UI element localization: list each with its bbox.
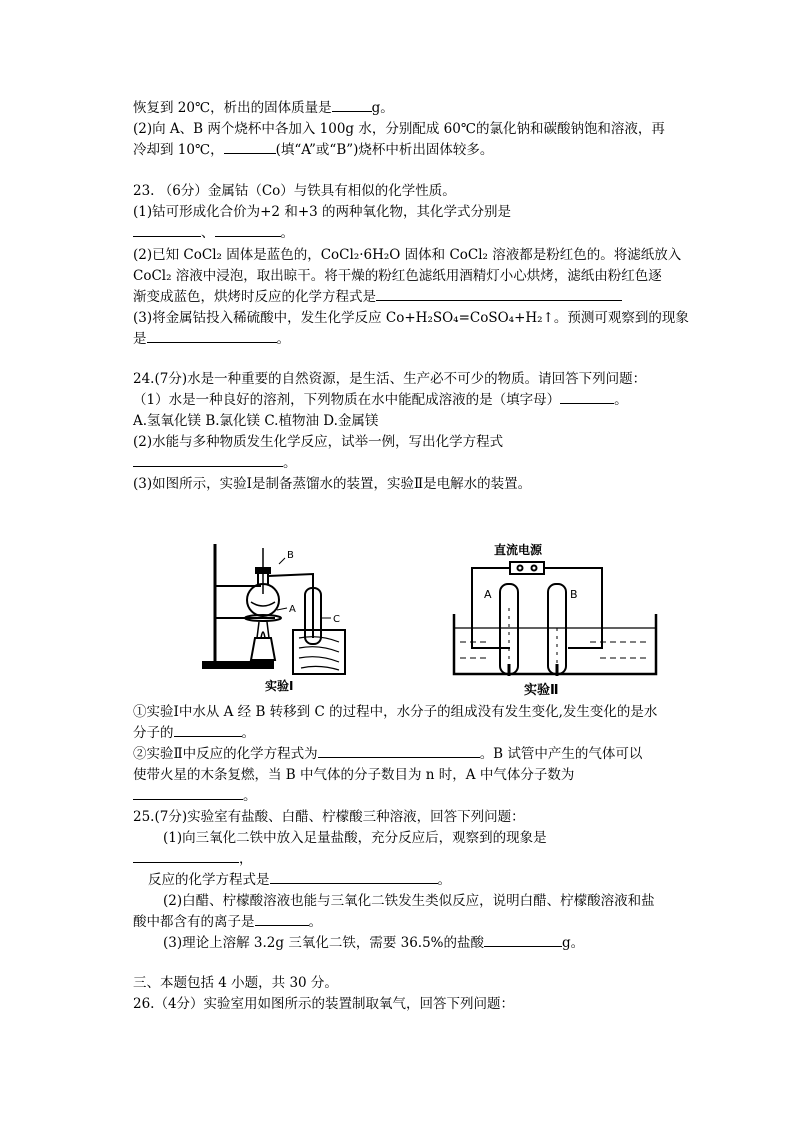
q23-p3-answer: 是 。 <box>133 331 290 347</box>
answer-blank[interactable] <box>174 723 242 737</box>
q25-p1: (1)向三氧化二铁中放入足量盐酸，充分反应后，观察到的现象是 <box>163 830 547 846</box>
q25-title: 25.(7分)实验室有盐酸、白醋、柠檬酸三种溶液，回答下列问题： <box>133 809 525 825</box>
q23-p2b: CoCl₂ 溶液中浸泡，取出晾干。将干燥的粉红色滤纸用酒精灯小心烘烤，滤纸由粉红色逐 <box>133 268 662 284</box>
label-b: B <box>570 588 578 601</box>
q26-title: 26.（4分）实验室用如图所示的装置制取氧气，回答下列问题： <box>133 996 515 1012</box>
q24-p2: (2)水能与多种物质发生化学反应，试举一例，写出化学方程式 <box>133 434 504 450</box>
experiment-2-figure <box>450 538 660 698</box>
answer-blank[interactable] <box>133 786 243 800</box>
answer-blank[interactable] <box>270 870 438 884</box>
answer-blank[interactable] <box>215 223 281 237</box>
answer-blank[interactable] <box>133 453 283 467</box>
q23-p2c: 渐变成蓝色，烘烤时反应的化学方程式是 <box>133 287 622 307</box>
answer-blank[interactable] <box>133 849 239 863</box>
answer-blank[interactable] <box>133 223 201 237</box>
q24-q2-answer: 。 <box>133 786 257 806</box>
answer-blank[interactable] <box>332 98 372 112</box>
q23-p2a: (2)已知 CoCl₂ 固体是蓝色的，CoCl₂·6H₂O 固体和 CoCl₂ 溶液都是粉红色的。将滤纸放入 <box>133 247 682 263</box>
q25-p2a: (2)白醋、柠檬酸溶液也能与三氧化二铁发生类似反应，说明白醋、柠檬酸溶液和盐 <box>163 893 655 909</box>
answer-blank[interactable] <box>224 140 276 154</box>
q25-p3: (3)理论上溶解 3.2g 三氧化二铁，需要 36.5%的盐酸 g。 <box>163 935 585 951</box>
figure-2-caption: 实验Ⅱ <box>524 683 559 698</box>
label-b: B <box>287 550 294 561</box>
q22-line3: 冷却到 10℃， (填“A”或“B”)烧杯中析出固体较多。 <box>133 142 494 158</box>
power-supply-label: 直流电源 <box>494 543 543 557</box>
q22-line2: (2)向 A、B 两个烧杯中各加入 100g 水，分别配成 60℃的氯化钠和碳酸钠饱和溶液，再 <box>133 121 665 137</box>
q24-q1a: ①实验Ⅰ中水从 A 经 B 转移到 C 的过程中，水分子的组成没有发生变化,发生变化的是水 <box>133 704 658 720</box>
answer-blank[interactable] <box>318 744 480 758</box>
label-a: A <box>289 604 296 615</box>
label-c: C <box>333 614 340 625</box>
q24-q1b: 分子的 。 <box>133 725 255 741</box>
answer-blank[interactable] <box>376 287 622 301</box>
q24-p1: （1）水是一种良好的溶剂，下列物质在水中能配成溶液的是（填字母） 。 <box>133 392 628 408</box>
q23-p3: (3)将金属钴投入稀硫酸中，发生化学反应 Co+H₂SO₄=CoSO₄+H₂↑。预测可观察到的现象 <box>133 310 689 326</box>
figure-1-caption: 实验Ⅰ <box>265 679 294 693</box>
q23-p1-answers: 、 。 <box>133 223 294 243</box>
q24-title: 24.(7分)水是一种重要的自然资源，是生活、生产必不可少的物质。请回答下列问题： <box>133 371 647 387</box>
q25-p1-answer: ， <box>133 849 253 869</box>
q24-q2b: 使带火星的木条复燃，当 B 中气体的分子数目为 n 时，A 中气体分子数为 <box>133 767 575 783</box>
label-a: A <box>484 588 492 601</box>
answer-blank[interactable] <box>560 390 614 404</box>
q22-line1: 恢复到 20℃，析出的固体质量是 g。 <box>133 100 394 116</box>
q24-p3: (3)如图所示，实验Ⅰ是制备蒸馏水的装置，实验Ⅱ是电解水的装置。 <box>133 476 532 492</box>
q23-p1: (1)钴可形成化合价为+2 和+3 的两种氧化物，其化学式分别是 <box>133 204 512 220</box>
answer-blank[interactable] <box>147 329 277 343</box>
experiment-1-figure <box>195 538 355 694</box>
q24-p2-answer: 。 <box>133 453 297 473</box>
answer-blank[interactable] <box>255 912 309 926</box>
q25-p2b: 酸中都含有的离子是 。 <box>133 914 322 930</box>
q24-q2a: ②实验Ⅱ中反应的化学方程式为 。B 试管中产生的气体可以 <box>133 746 643 762</box>
q24-options: A.氢氧化镁 B.氯化镁 C.植物油 D.金属镁 <box>133 413 379 429</box>
q23-title: 23. （6分）金属钴（Co）与铁具有相似的化学性质。 <box>133 183 456 199</box>
section-3-title: 三、本题包括 4 小题，共 30 分。 <box>133 975 338 991</box>
answer-blank[interactable] <box>484 933 562 947</box>
q25-p1b: 反应的化学方程式是 。 <box>148 872 451 888</box>
